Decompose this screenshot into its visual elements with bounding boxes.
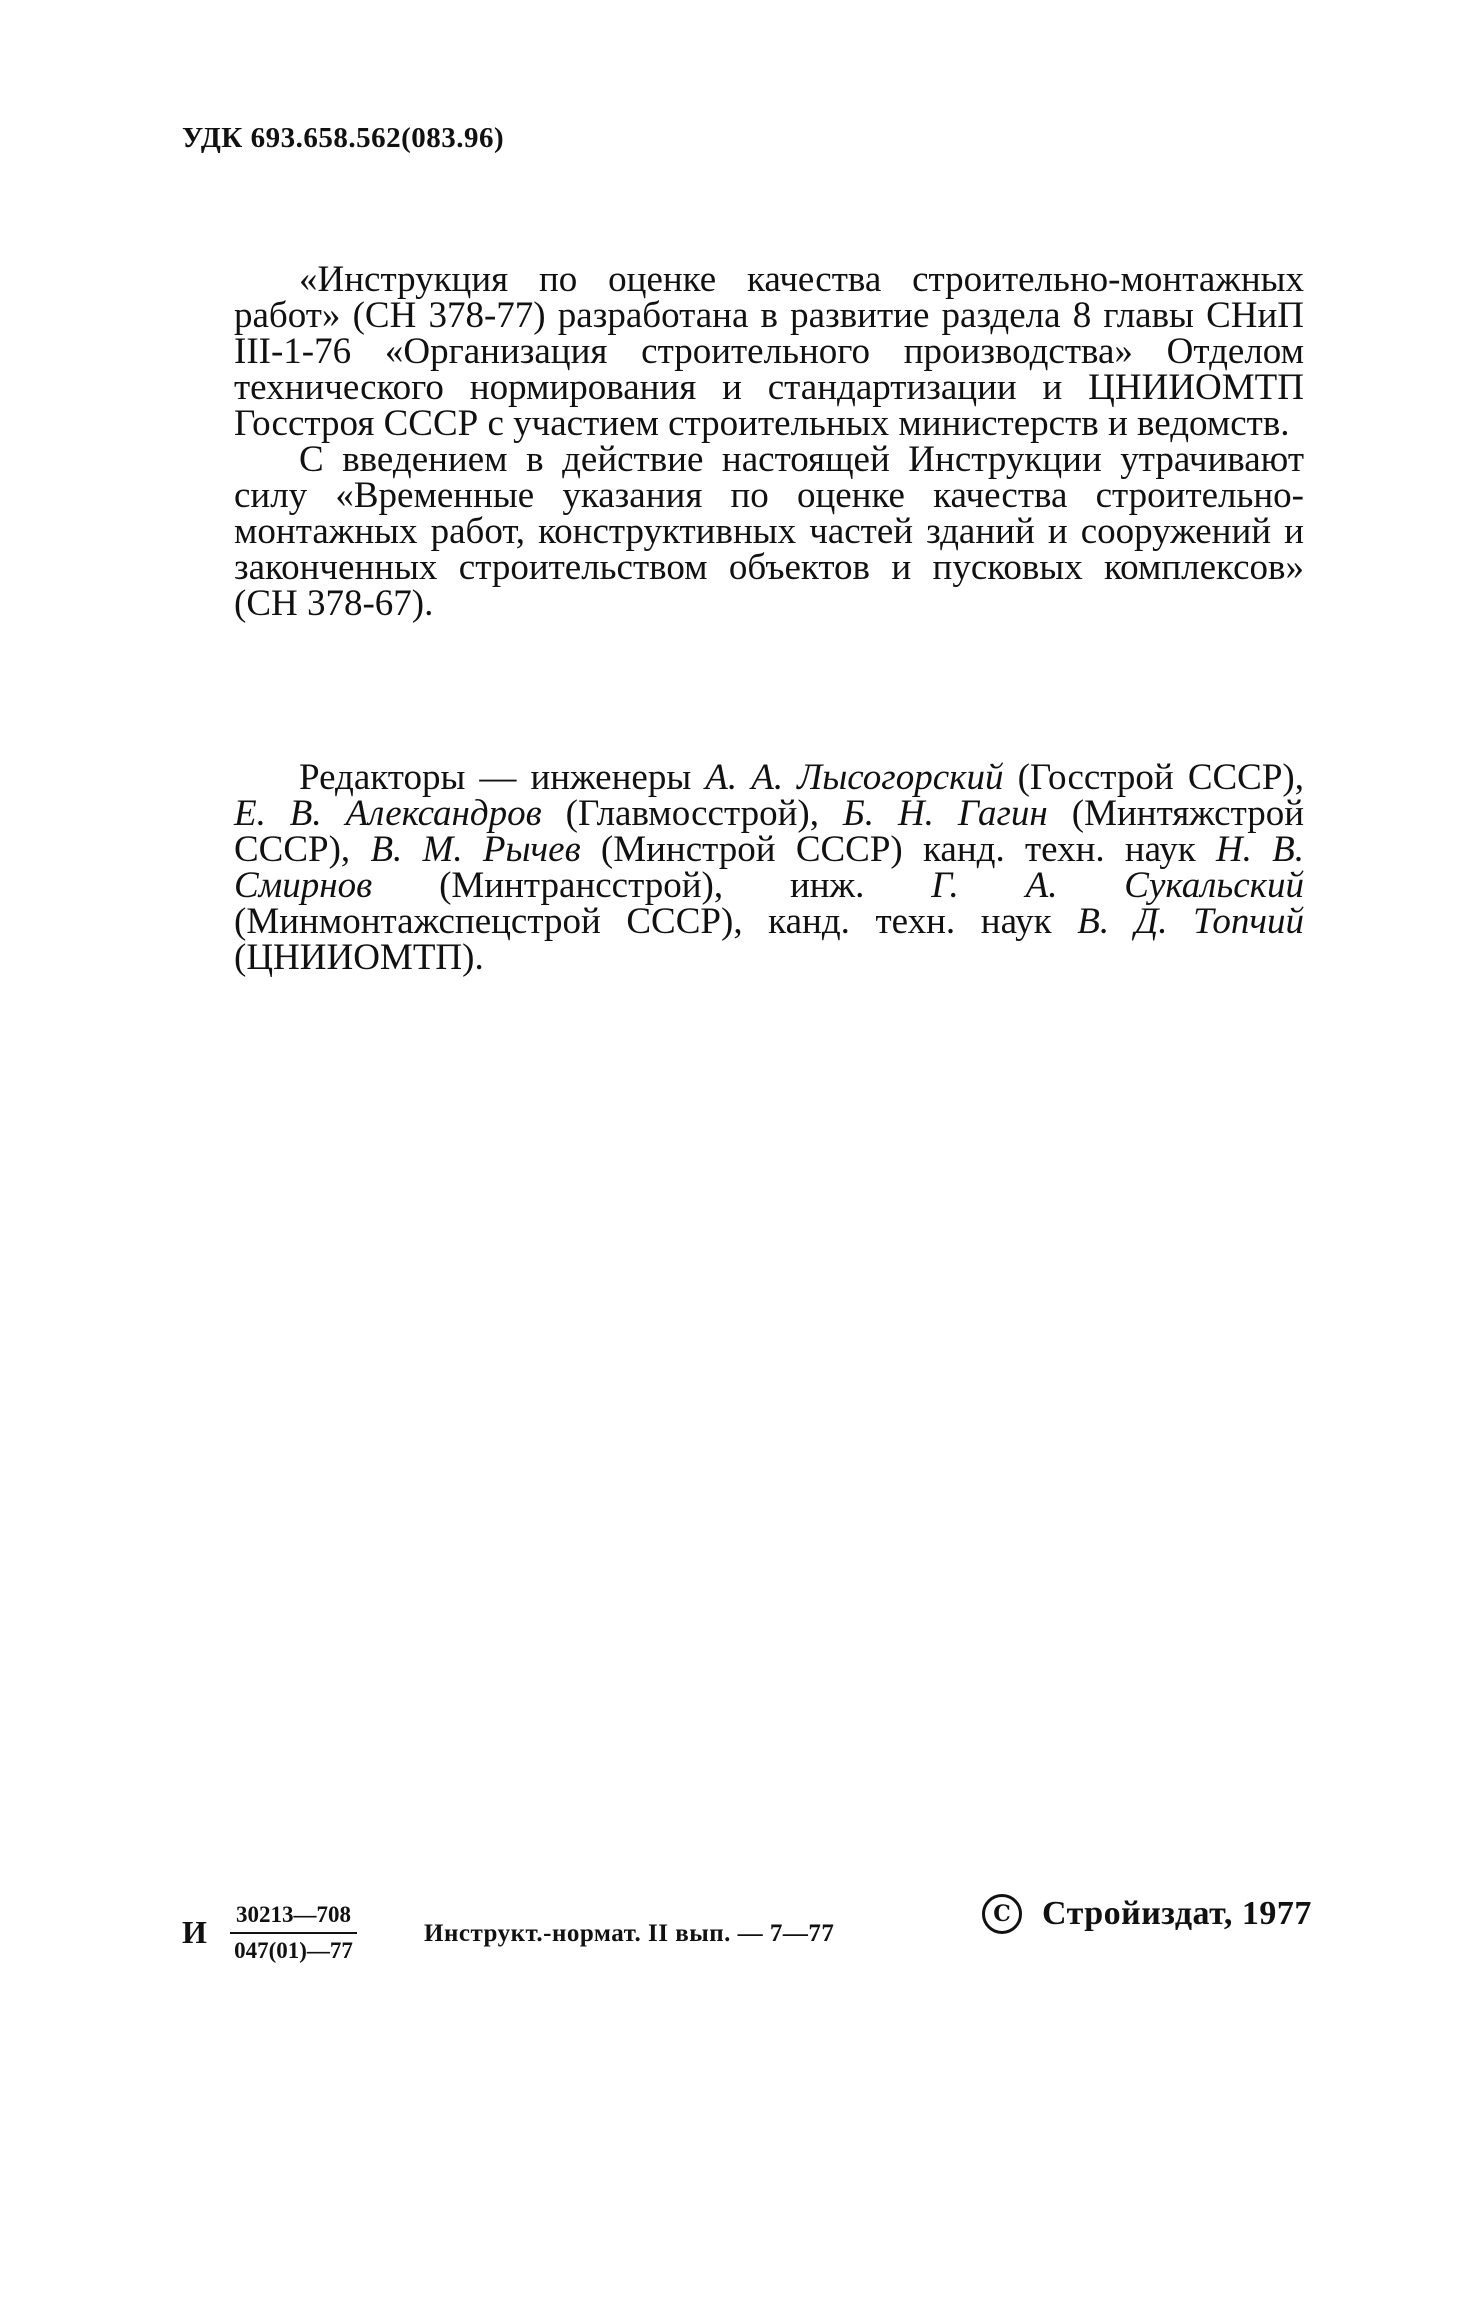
editors-paragraph: [234, 757, 1305, 978]
editor-name: Г. А. Сукальский: [931, 865, 1304, 906]
editor-name: А. А. Лысогорский: [705, 757, 1004, 798]
editors-block: [234, 757, 1305, 978]
series-info: Инструкт.-нормат. II вып. — 7—77: [424, 1920, 835, 1947]
editor-name: В. М. Рычев: [370, 829, 581, 870]
editors-lead: Редакторы — инженеры: [299, 757, 706, 798]
editor-org: (Госстрой СССР),: [1003, 757, 1304, 798]
editor-org: (Минтяжстрой СССР),: [234, 793, 1305, 870]
index-letter: И: [182, 1914, 207, 1950]
annotation-text: [234, 259, 1304, 624]
fraction-denominator: 047(01)—77: [234, 1938, 353, 1963]
editor-org: (Главмосстрой),: [541, 793, 843, 834]
publisher-name: Стройиздат, 1977: [1042, 1895, 1312, 1932]
editor-name: В. Д. Топчий: [1077, 901, 1304, 942]
udk-code: УДК 693.658.562(083.96): [182, 122, 505, 154]
annotation-paragraph-2: С введением в действие настоящей Инструкции утрачивают силу «Временные указания по оценке качества строительно-монтажных работ, конструктивных частей зданий и сооружений и законченных строительством объектов и пусковых комплексов» (СН 378-67).: [234, 439, 1304, 624]
editor-org: (ЦНИИОМТП).: [234, 937, 484, 978]
editor-name: Н. В. Смирнов: [234, 829, 1305, 906]
catalog-fraction: [230, 1900, 357, 1966]
annotation-paragraph-1: «Инструкция по оценке качества строительно-монтажных работ» (СН 378-77) разработана в развитие раздела 8 главы СНиП III-1-76 «Организация строительного производства» Отделом технического нормирования и стандартизации и ЦНИИОМТП Госстроя СССР с участием строительных министерств и ведомств.: [234, 259, 1304, 444]
editor-org: (Минмонтажспецстрой СССР), канд. техн. наук: [234, 901, 1078, 942]
copyright-icon: C: [982, 1894, 1022, 1934]
editor-name: Б. Н. Гагин: [842, 793, 1048, 834]
editor-org: (Минтрансстрой), инж.: [372, 865, 932, 906]
editor-org: (Минстрой СССР) канд. техн. наук: [580, 829, 1216, 870]
editor-name: Е. В. Александров: [234, 793, 542, 834]
copyright-line: [982, 1894, 1312, 1934]
fraction-numerator: 30213—708: [230, 1900, 357, 1934]
